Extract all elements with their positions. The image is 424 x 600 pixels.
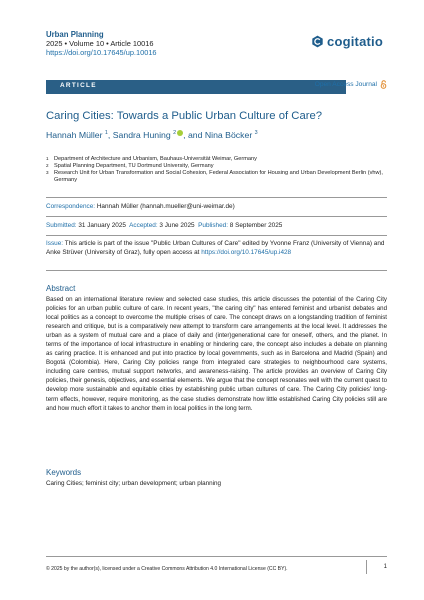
abstract-heading: Abstract bbox=[46, 284, 76, 293]
license-footer: © 2025 by the author(s), licensed under a Creative Commons Attribution 4.0 International License (CC BY). bbox=[46, 566, 288, 572]
submitted-date: 31 January 2025 bbox=[78, 222, 126, 229]
divider bbox=[46, 216, 387, 217]
correspondence-label: Correspondence: bbox=[46, 203, 96, 210]
affiliation-item bbox=[46, 170, 387, 184]
affiliation-text: Department of Architecture and Urbanism, Bauhaus-Universität Weimar, Germany bbox=[54, 156, 257, 162]
affiliation-number: 2 bbox=[46, 163, 49, 169]
issue-text: This article is part of the issue "Public Urban Cultures of Care" edited by Yvonne Franz (University of Vienna) and Anke Strüver (University of Graz), fully open access at bbox=[46, 240, 385, 256]
affiliation-marker: 2 bbox=[173, 130, 177, 137]
affiliation-marker: 3 bbox=[254, 130, 258, 137]
issue-label: Issue: bbox=[46, 240, 64, 247]
published-date: 8 September 2025 bbox=[229, 222, 283, 229]
issue-link[interactable]: https://doi.org/10.17645/up.i428 bbox=[201, 248, 292, 256]
footer-divider bbox=[46, 556, 387, 557]
article-doi-link[interactable]: https://doi.org/10.17645/up.10016 bbox=[46, 48, 157, 57]
keywords-heading: Keywords bbox=[46, 468, 82, 477]
publisher-wordmark: cogitatio bbox=[327, 34, 383, 49]
open-access-badge bbox=[315, 80, 387, 89]
affiliation-item bbox=[46, 156, 387, 163]
published-label: Published: bbox=[198, 222, 228, 229]
page-header bbox=[46, 30, 387, 64]
article-type-label: ARTICLE bbox=[60, 82, 97, 89]
divider bbox=[46, 235, 387, 236]
affiliation-text: Spatial Planning Department, TU Dortmund University, Germany bbox=[54, 163, 214, 170]
keywords-text: Caring Cities; feminist city; urban development; urban planning bbox=[46, 480, 222, 487]
cogitatio-logo-icon bbox=[311, 35, 324, 48]
affiliation-item bbox=[46, 163, 387, 170]
affiliation-number: 3 bbox=[46, 170, 49, 176]
publication-dates bbox=[46, 222, 387, 231]
author-list bbox=[46, 130, 387, 140]
affiliation-text: Research Unit for Urban Transformation and Social Cohesion, Federal Association for Housing and Urban Development Berlin (vhw), Germany bbox=[54, 170, 383, 184]
page-number: 1 bbox=[366, 560, 387, 574]
article-type-bar bbox=[46, 80, 346, 94]
affiliation-marker: 1 bbox=[104, 130, 108, 137]
volume-line: 2025 • Volume 10 • Article 10016 bbox=[46, 39, 154, 48]
affiliation-list bbox=[46, 156, 387, 184]
author-name[interactable]: Hannah Müller bbox=[46, 130, 103, 140]
divider bbox=[46, 197, 387, 198]
affiliation-number: 1 bbox=[46, 156, 49, 161]
divider bbox=[46, 270, 387, 271]
accepted-label: Accepted: bbox=[129, 222, 158, 229]
author-name[interactable]: Sandra Huning bbox=[112, 130, 171, 140]
correspondence bbox=[46, 203, 387, 212]
open-access-lock-icon bbox=[380, 80, 387, 89]
publisher-logo bbox=[311, 34, 383, 49]
open-access-label: Open Access Journal bbox=[314, 81, 377, 88]
journal-name: Urban Planning bbox=[46, 30, 104, 39]
author-separator: , bbox=[107, 130, 113, 140]
article-title: Caring Cities: Towards a Public Urban Culture of Care? bbox=[46, 110, 323, 122]
author-name[interactable]: Nina Böcker bbox=[204, 130, 253, 140]
abstract-text: Based on an international literature review and selected case studies, this article discusses the potential of the Caring City policies for an urban public culture of care. In recent years, "the caring city" has entered feminist and urbanist debates and local politics as a concept to overcome the multiple crises of care. The concept draws on a longstanding tradition of feminist research and critique, but is a comparatively new attempt to transform care arrangements at the local level. It addresses the urban as a system of mutual care and a place of daily and (inter)generational care for oneself, others, and the planet. In terms of the importance of local infrastructure in enabling or hindering care, the concept also includes a debate on planning as caring practice. It is enhanced and put into practice by local governments, such as in Barcelona and Madrid (Spain) and Bogotá (Colombia). Here, Caring City policies range from integrated care strategies to neighbourhood care systems, including care centres, mutual support networks, and awareness-raising. The article provides an overview of Caring City policies, their genesis, objectives, and essential elements. We argue that the concept resonates well with the current quest to develop more sustainable and equitable cities by establishing public urban cultures of care. The Caring City policies' long-term effects, however, require monitoring, as the case studies demonstrate how little established Caring City policies still are and how much effort it takes to anchor them in local politics in the long term. bbox=[46, 296, 387, 412]
correspondence-text[interactable]: Hannah Müller (hannah.mueller@uni-weimar.de) bbox=[96, 203, 235, 210]
issue-note bbox=[46, 240, 387, 258]
submitted-label: Submitted: bbox=[46, 222, 77, 229]
author-separator: , and bbox=[183, 130, 205, 140]
accepted-date: 3 June 2025 bbox=[159, 222, 195, 229]
